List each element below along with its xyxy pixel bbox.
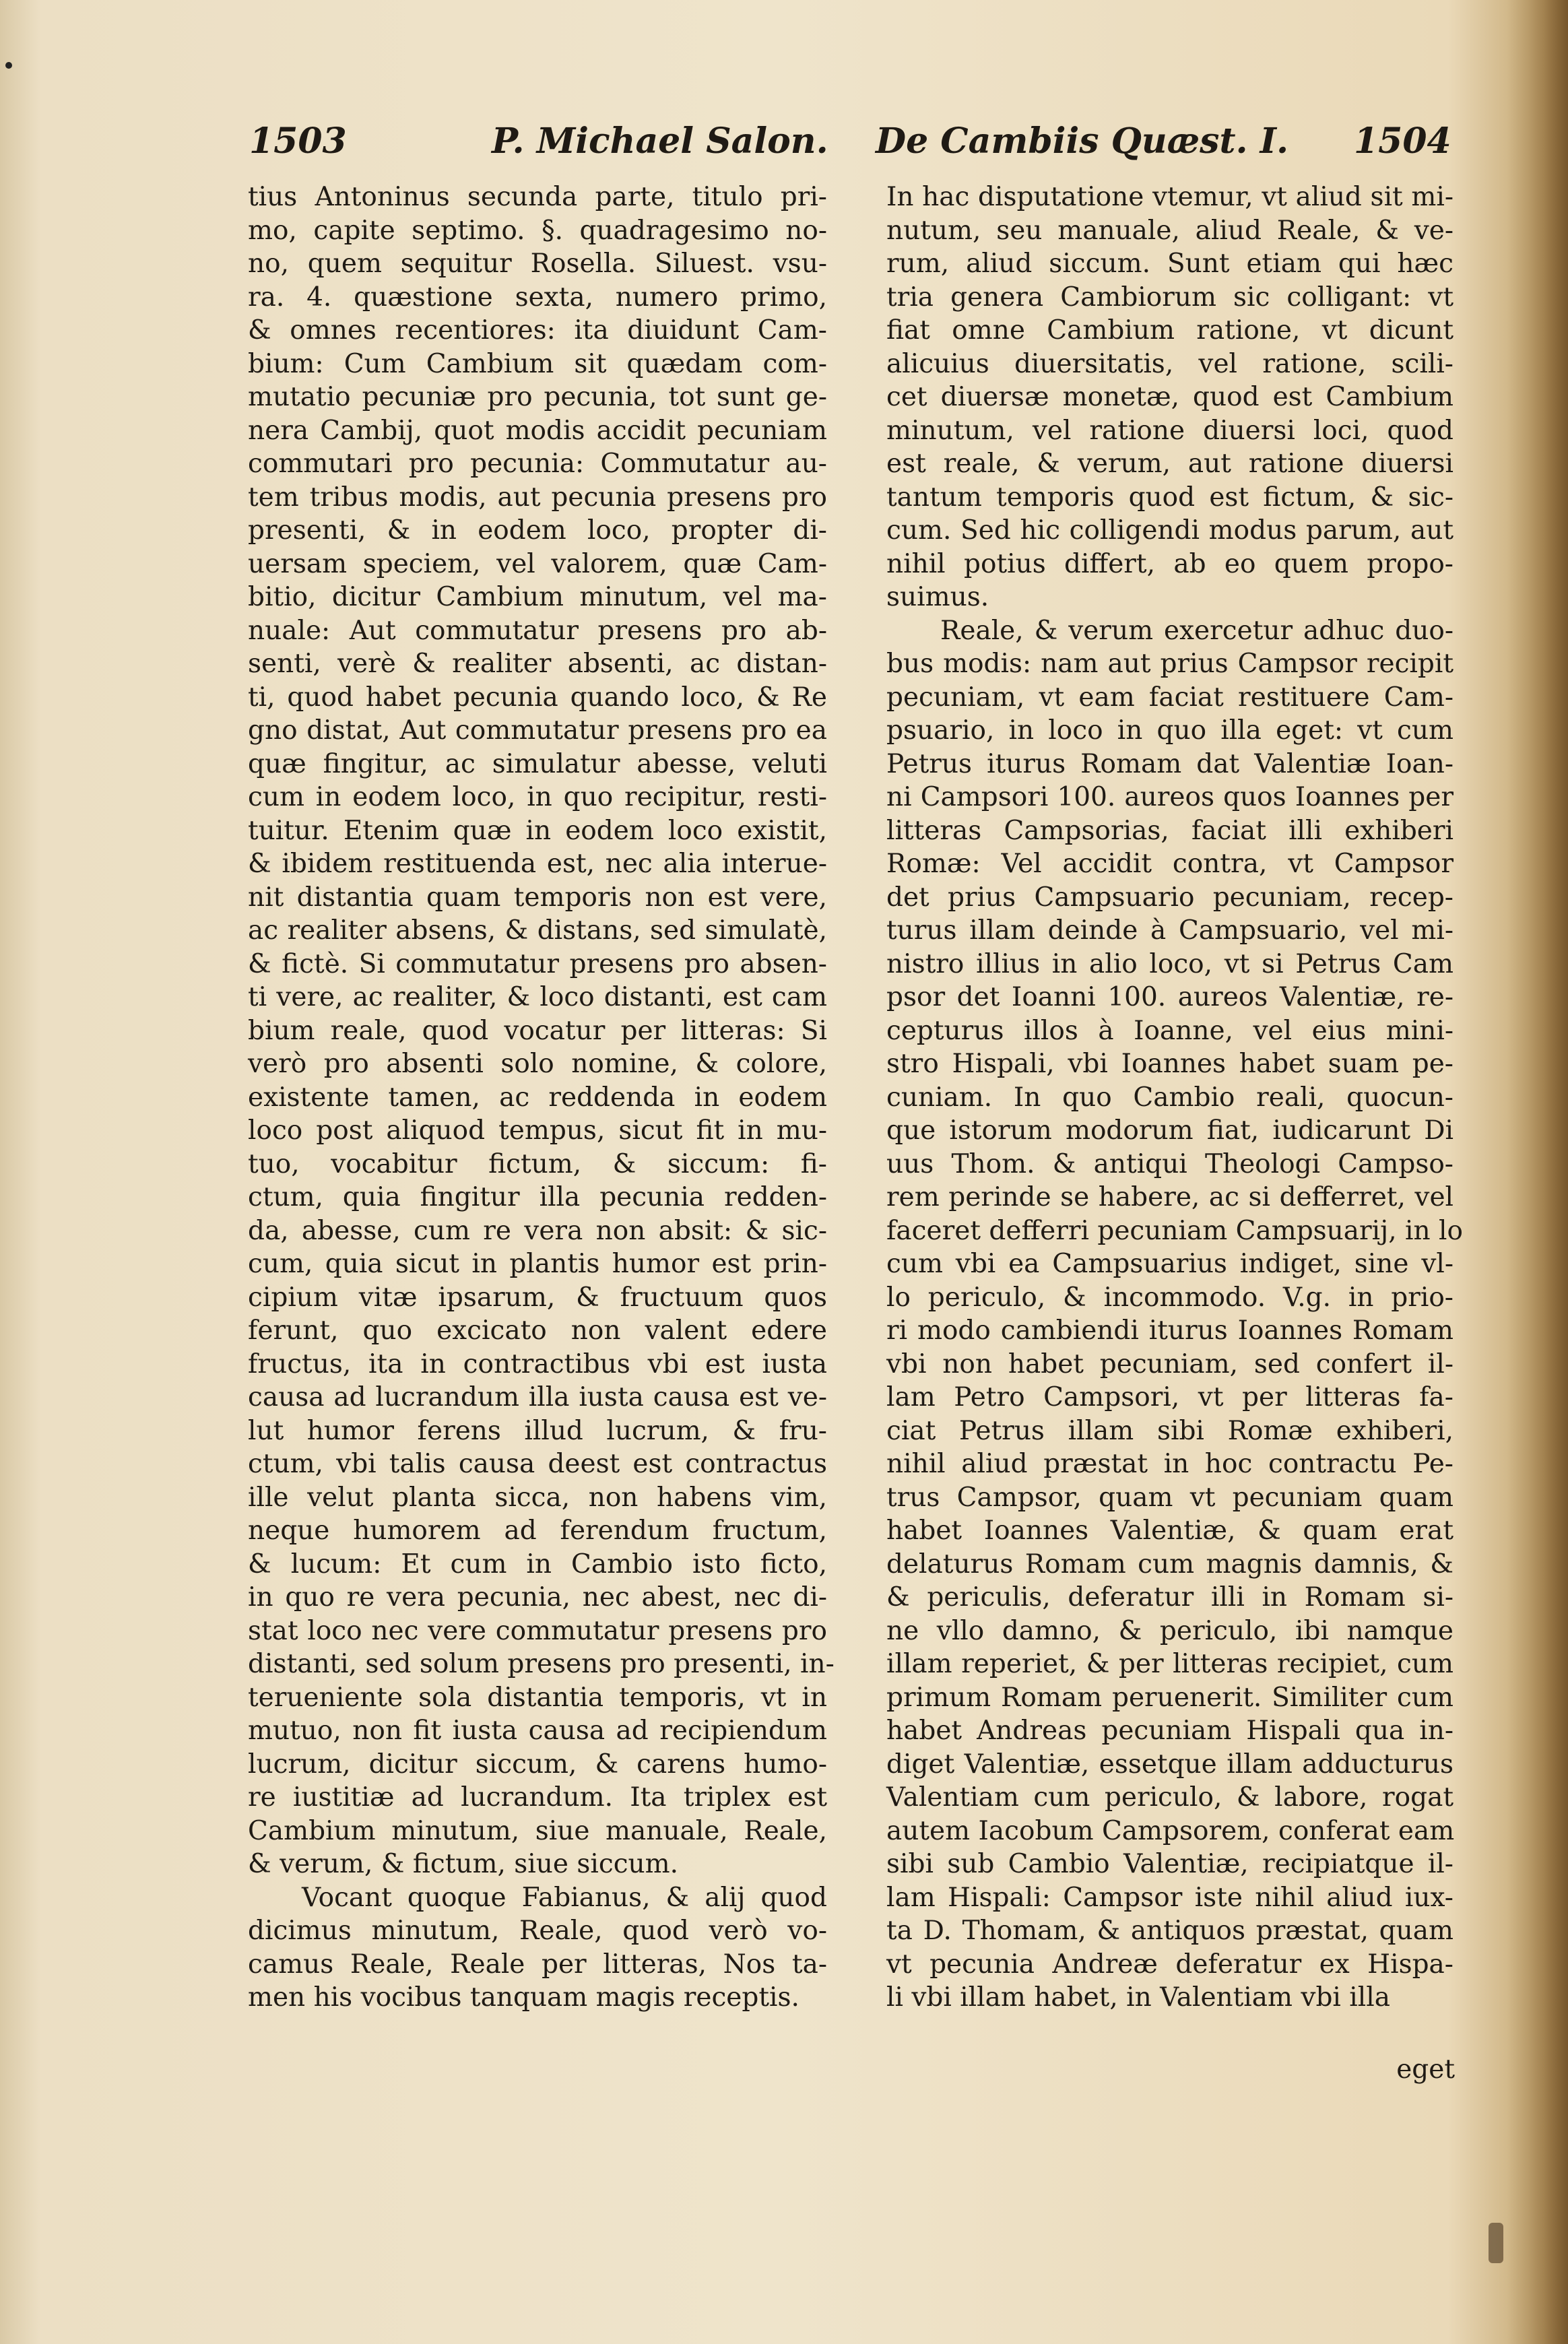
text-line: trus Campsor, quam vt pecuniam quam (886, 1482, 1453, 1513)
text-line: bium reale, quod vocatur per litteras: Si (248, 1015, 827, 1046)
text-line: re iustitiæ ad lucrandum. Ita triplex est (248, 1782, 827, 1813)
text-line: nuale: Aut commutatur presens pro ab- (248, 615, 827, 646)
text-line: camus Reale, Reale per litteras, Nos ta- (248, 1949, 827, 1980)
text-line: terueniente sola distantia temporis, vt in (248, 1682, 827, 1713)
text-line: neque humorem ad ferendum fructum, (248, 1516, 827, 1546)
text-line: ctum, quia fingitur illa pecunia redden- (248, 1182, 827, 1212)
text-line: bitio, dicitur Cambium minutum, vel ma- (248, 582, 827, 612)
text-line: uersam speciem, vel valorem, quæ Cam- (248, 548, 827, 579)
text-line: sibi sub Cambio Valentiæ, recipiatque il- (886, 1849, 1453, 1879)
text-line: da, abesse, cum re vera non absit: & sic- (248, 1215, 827, 1246)
text-line: loco post aliquod tempus, sicut fit in mu- (248, 1115, 827, 1146)
text-line: litteras Campsorias, faciat illi exhiberi (886, 815, 1453, 846)
text-line: delaturus Romam cum magnis damnis, & (886, 1549, 1453, 1580)
text-line: dicimus minutum, Reale, quod verò vo- (248, 1916, 827, 1946)
text-line: cuniam. In quo Cambio reali, quocun- (886, 1082, 1453, 1113)
text-line: Reale, & verum exercetur adhuc duo- (940, 615, 1453, 646)
text-line: que istorum modorum fiat, iudicarunt Di (886, 1115, 1453, 1146)
text-line: stat loco nec vere commutatur presens pro (248, 1615, 827, 1646)
text-line: est reale, & verum, aut ratione diuersi (886, 449, 1453, 479)
text-line: habet Ioannes Valentiæ, & quam erat (886, 1516, 1453, 1546)
left-running-title: P. Michael Salon. (492, 121, 828, 162)
right-running-title: De Cambiis Quæst. I. (876, 121, 1289, 162)
text-line: in quo re vera pecunia, nec abest, nec di- (248, 1582, 827, 1613)
text-line: & fictè. Si commutatur presens pro absen- (248, 948, 827, 979)
text-line: lam Petro Campsori, vt per litteras fa- (886, 1382, 1453, 1412)
ink-spot (5, 62, 12, 69)
text-line: & omnes recentiores: ita diuidunt Cam- (248, 315, 827, 346)
text-line: existente tamen, ac reddenda in eodem (248, 1082, 827, 1113)
text-line: nistro illius in alio loco, vt si Petrus Cam (886, 948, 1453, 979)
text-line: cum in eodem loco, in quo recipitur, resti- (248, 782, 827, 812)
text-line: stro Hispali, vbi Ioannes habet suam pe- (886, 1049, 1453, 1079)
text-line: nihil potius differt, ab eo quem propo- (886, 548, 1453, 579)
text-line: Cambium minutum, siue manuale, Reale, (248, 1815, 827, 1846)
text-line: men his vocibus tanquam magis receptis. (248, 1982, 799, 2013)
text-line: primum Romam peruenerit. Similiter cum (886, 1682, 1453, 1713)
catchword: eget (1396, 2054, 1455, 2085)
text-line: uus Thom. & antiqui Theologi Campso- (886, 1148, 1453, 1179)
text-line: habet Andreas pecuniam Hispali qua in- (886, 1716, 1453, 1746)
text-line: turus illam deinde à Campsuario, vel mi- (886, 915, 1453, 946)
text-line: presenti, & in eodem loco, propter di- (248, 515, 827, 546)
text-line: no, quem sequitur Rosella. Siluest. vsu- (248, 249, 827, 279)
text-line: & lucum: Et cum in Cambio isto ficto, (248, 1549, 827, 1580)
text-line: pecuniam, vt eam faciat restituere Cam- (886, 682, 1453, 713)
text-line: cet diuersæ monetæ, quod est Cambium (886, 382, 1453, 412)
right-page-number: 1504 (1354, 121, 1451, 162)
text-line: cepturus illos à Ioanne, vel eius mini- (886, 1015, 1453, 1046)
text-line: vbi non habet pecuniam, sed confert il- (886, 1348, 1453, 1379)
text-line: psuario, in loco in quo illa eget: vt cum (886, 715, 1453, 746)
text-line: ciat Petrus illam sibi Romæ exhiberi, (886, 1415, 1453, 1446)
text-line: ta D. Thomam, & antiquos præstat, quam (886, 1916, 1453, 1946)
text-line: autem Iacobum Campsorem, conferat eam (886, 1815, 1455, 1846)
text-line: suimus. (886, 582, 989, 612)
text-line: tantum temporis quod est fictum, & sic- (886, 482, 1453, 513)
text-line: gno distat, Aut commutatur presens pro ea (248, 715, 827, 746)
text-line: commutari pro pecunia: Commutatur au- (248, 449, 827, 479)
text-line: Romæ: Vel accidit contra, vt Campsor (886, 849, 1453, 879)
text-line: tem tribus modis, aut pecunia presens pro (248, 482, 827, 513)
text-line: nutum, seu manuale, aliud Reale, & ve- (886, 215, 1453, 246)
text-line: vt pecunia Andreæ deferatur ex Hispa- (886, 1949, 1453, 1980)
text-line: diget Valentiæ, essetque illam adducturus (886, 1749, 1453, 1780)
text-line: mutatio pecuniæ pro pecunia, tot sunt ge- (248, 382, 827, 412)
text-line: psor det Ioanni 100. aureos Valentiæ, re- (886, 982, 1453, 1012)
text-line: rum, aliud siccum. Sunt etiam qui hæc (886, 249, 1453, 279)
text-line: ferunt, quo excicato non valent edere (248, 1315, 827, 1346)
text-line: mo, capite septimo. §. quadragesimo no- (248, 215, 827, 246)
text-line: ri modo cambiendi iturus Ioannes Romam (886, 1315, 1453, 1346)
binding-mark (1489, 2223, 1503, 2263)
text-line: verò pro absenti solo nomine, & colore, (248, 1049, 827, 1079)
text-line: lam Hispali: Campsor iste nihil aliud iux- (886, 1882, 1453, 1913)
text-line: cum, quia sicut in plantis humor est prin- (248, 1249, 827, 1279)
text-line: bus modis: nam aut prius Campsor recipit (886, 649, 1453, 679)
text-line: tria genera Cambiorum sic colligant: vt (886, 282, 1453, 313)
text-line: causa ad lucrandum illa iusta causa est ve- (248, 1382, 827, 1412)
text-line: ctum, vbi talis causa deest est contractus (248, 1449, 827, 1479)
binding-shadow (1507, 0, 1568, 2344)
text-line: lo periculo, & incommodo. V.g. in prio- (886, 1282, 1453, 1313)
text-line: mutuo, non fit iusta causa ad recipiendum (248, 1716, 827, 1746)
text-line: fructus, ita in contractibus vbi est iusta (248, 1348, 827, 1379)
text-line: lut humor ferens illud lucrum, & fru- (248, 1415, 827, 1446)
right-text-column (886, 181, 1463, 2015)
text-line: Vocant quoque Fabianus, & alij quod (302, 1882, 827, 1913)
text-line: & periculis, deferatur illi in Romam si- (886, 1582, 1453, 1613)
text-line: cum. Sed hic colligendi modus parum, aut (886, 515, 1453, 546)
text-line: nera Cambij, quot modis accidit pecuniam (248, 415, 827, 446)
text-line: faceret defferri pecuniam Campsuarij, in lo (886, 1215, 1463, 1246)
text-line: tuo, vocabitur fictum, & siccum: fi- (248, 1148, 827, 1179)
text-line: & verum, & fictum, siue siccum. (248, 1849, 679, 1879)
text-line: bium: Cum Cambium sit quædam com- (248, 348, 827, 379)
text-line: nit distantia quam temporis non est vere, (248, 882, 827, 913)
text-line: lucrum, dicitur siccum, & carens humo- (248, 1749, 827, 1780)
text-line: illam reperiet, & per litteras recipiet, cum (886, 1649, 1453, 1679)
text-line: senti, verè & realiter absenti, ac distan- (248, 649, 827, 679)
text-line: ac realiter absens, & distans, sed simulatè, (248, 915, 827, 946)
text-line: ille velut planta sicca, non habens vim, (248, 1482, 827, 1513)
left-page-number: 1503 (249, 121, 347, 162)
text-line: nihil aliud præstat in hoc contractu Pe- (886, 1449, 1453, 1479)
text-line: cum vbi ea Campsuarius indiget, sine vl- (886, 1249, 1453, 1279)
text-line: distanti, sed solum presens pro presenti, in- (248, 1649, 835, 1679)
text-line: rem perinde se habere, ac si defferret, vel (886, 1182, 1453, 1212)
text-line: tius Antoninus secunda parte, titulo pri- (248, 182, 827, 212)
text-line: alicuius diuersitatis, vel ratione, scili- (886, 348, 1453, 379)
text-line: ni Campsori 100. aureos quos Ioannes per (886, 782, 1453, 812)
text-line: ti vere, ac realiter, & loco distanti, est cam (248, 982, 827, 1012)
text-line: minutum, vel ratione diuersi loci, quod (886, 415, 1453, 446)
text-line: Valentiam cum periculo, & labore, rogat (886, 1782, 1453, 1813)
text-line: cipium vitæ ipsarum, & fructuum quos (248, 1282, 827, 1313)
text-line: quæ fingitur, ac simulatur abesse, veluti (248, 748, 827, 779)
text-line: det prius Campsuario pecuniam, recep- (886, 882, 1453, 913)
left-text-column (248, 181, 835, 2015)
text-line: li vbi illam habet, in Valentiam vbi illa (886, 1982, 1390, 2013)
text-line: ti, quod habet pecunia quando loco, & Re (248, 682, 827, 713)
text-line: & ibidem restituenda est, nec alia interue- (248, 849, 827, 879)
text-line: ne vllo damno, & periculo, ibi namque (886, 1615, 1453, 1646)
text-line: tuitur. Etenim quæ in eodem loco existit, (248, 815, 827, 846)
text-line: ra. 4. quæstione sexta, numero primo, (248, 282, 827, 313)
text-line: In hac disputatione vtemur, vt aliud sit mi- (886, 182, 1453, 212)
text-line: fiat omne Cambium ratione, vt dicunt (886, 315, 1453, 346)
text-line: Petrus iturus Romam dat Valentiæ Ioan- (886, 748, 1453, 779)
